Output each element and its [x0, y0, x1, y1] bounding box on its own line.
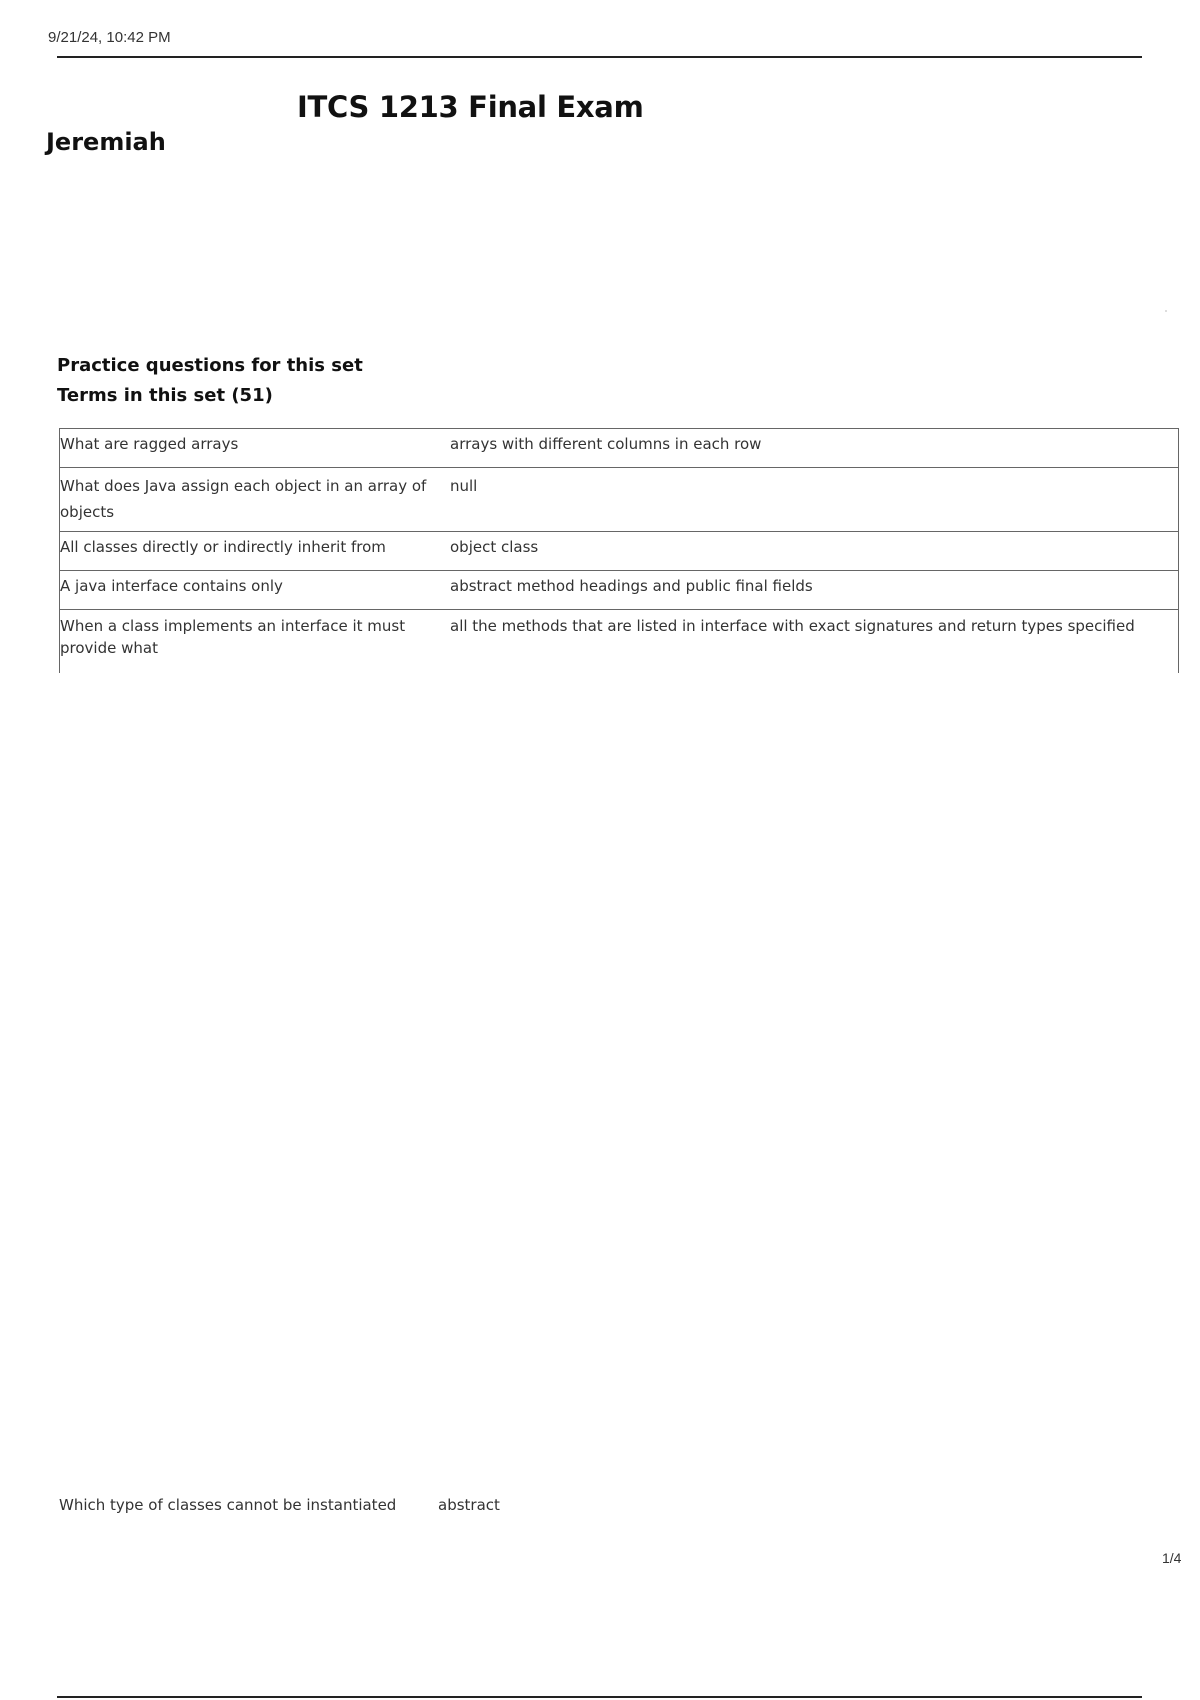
term-cell: What does Java assign each object in an array of objects	[60, 477, 427, 521]
table-row	[60, 571, 1179, 610]
footer-rule	[57, 1696, 1142, 1698]
practice-questions-heading[interactable]: Practice questions for this set	[57, 355, 363, 376]
definition-cell: object class	[450, 538, 539, 556]
definition-cell: all the methods that are listed in interface with exact signatures and return types specified	[450, 617, 1135, 635]
scan-speck	[1165, 310, 1167, 312]
table-row	[60, 468, 1179, 532]
trailing-definition: abstract	[438, 1496, 500, 1514]
definition-cell: arrays with different columns in each row	[450, 435, 762, 453]
trailing-term: Which type of classes cannot be instantiated	[59, 1496, 397, 1514]
term-cell: All classes directly or indirectly inherit from	[60, 538, 386, 556]
definition-cell: null	[450, 477, 478, 495]
author-name: Jeremiah	[46, 128, 166, 156]
print-timestamp: 9/21/24, 10:42 PM	[48, 29, 171, 46]
definition-cell: abstract method headings and public final fields	[450, 577, 813, 595]
page-number: 1/4	[1162, 1550, 1182, 1566]
table-row	[60, 532, 1179, 571]
term-cell: What are ragged arrays	[60, 435, 239, 453]
term-cell: When a class implements an interface it must provide what	[60, 617, 406, 657]
table-row	[60, 429, 1179, 468]
terms-table	[59, 428, 1179, 673]
terms-count-heading: Terms in this set (51)	[57, 385, 273, 406]
table-row	[60, 610, 1179, 674]
term-cell: A java interface contains only	[60, 577, 283, 595]
page-title: ITCS 1213 Final Exam	[297, 90, 644, 124]
header-rule	[57, 56, 1142, 58]
